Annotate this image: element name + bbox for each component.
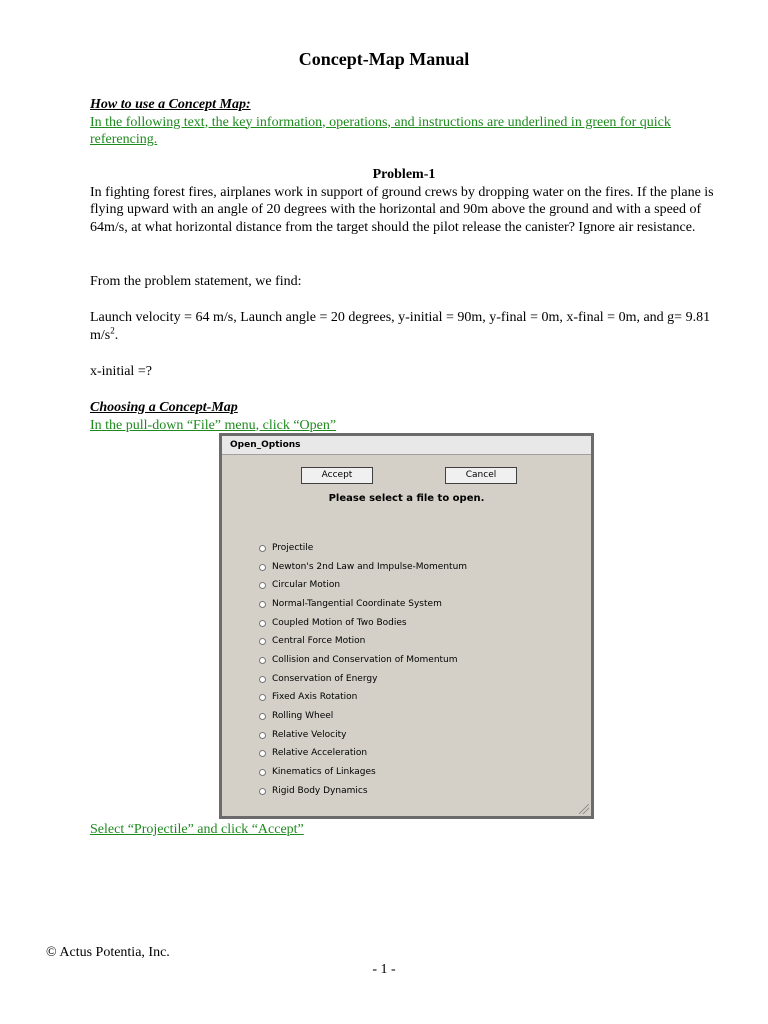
file-option[interactable]: [259, 726, 467, 745]
file-option[interactable]: [259, 539, 467, 558]
file-option[interactable]: [259, 689, 467, 708]
file-options-list: [259, 539, 467, 801]
file-option[interactable]: [259, 745, 467, 764]
file-option[interactable]: [259, 670, 467, 689]
how-to-heading: How to use a Concept Map:: [90, 97, 251, 112]
dialog-prompt: Please select a file to open.: [328, 493, 485, 504]
file-option-label: Relative Velocity: [272, 729, 347, 740]
radio-button-icon[interactable]: [259, 545, 266, 552]
file-option[interactable]: [259, 763, 467, 782]
radio-button-icon[interactable]: [259, 732, 266, 739]
radio-button-icon[interactable]: [259, 788, 266, 795]
unknown-text: x-initial =?: [90, 364, 152, 379]
file-option-label: Newton's 2nd Law and Impulse-Momentum: [272, 561, 468, 572]
problem-statement: In fighting forest fires, airplanes work in support of ground crews by dropping water on the fires. If the plane is flying upward with an angle of 20 degrees with the horizontal and 90m above the ground and with a speed of 64m/s, at what horizontal distance from the target should the pilot release the canister? Ignore air resistance.: [90, 184, 714, 235]
radio-button-icon[interactable]: [259, 676, 266, 683]
select-instruction-text: Select “Projectile” and click “Accept”: [90, 822, 304, 837]
dialog-body: [222, 436, 591, 816]
givens-text: [90, 309, 718, 344]
page-title: Concept-Map Manual: [298, 49, 470, 69]
givens-main: Launch velocity = 64 m/s, Launch angle = 20 degrees, y-initial = 90m, y-final = 0m, x-final = 0m, and g= 9.81 m/s: [90, 310, 711, 343]
file-option[interactable]: [259, 707, 467, 726]
resize-grip-icon[interactable]: [579, 804, 589, 814]
file-option[interactable]: [259, 632, 467, 651]
problem-section: [90, 166, 718, 236]
givens-exponent: 2: [110, 324, 115, 335]
file-option-label: Circular Motion: [272, 580, 341, 591]
file-option-label: Conservation of Energy: [272, 673, 378, 684]
select-instruction: [90, 821, 718, 839]
file-option[interactable]: [259, 614, 467, 633]
file-option-label: Fixed Axis Rotation: [272, 692, 358, 703]
file-option-label: Rigid Body Dynamics: [272, 785, 368, 796]
find-intro-text: From the problem statement, we find:: [90, 274, 302, 289]
file-option-label: Collision and Conservation of Momentum: [272, 654, 458, 665]
problem-heading: Problem-1: [372, 167, 436, 182]
file-option-label: Coupled Motion of Two Bodies: [272, 617, 407, 628]
givens: [90, 309, 718, 344]
dialog-title-bar: Open_Options: [222, 436, 591, 455]
givens-end: .: [114, 327, 119, 343]
choosing-section: [90, 399, 718, 434]
file-option[interactable]: [259, 576, 467, 595]
radio-button-icon[interactable]: [259, 769, 266, 776]
file-option-label: Rolling Wheel: [272, 711, 334, 722]
radio-button-icon[interactable]: [259, 601, 266, 608]
choosing-heading: Choosing a Concept-Map: [90, 400, 238, 415]
file-option[interactable]: [259, 595, 467, 614]
file-option-label: Kinematics of Linkages: [272, 767, 376, 778]
open-options-dialog: [219, 433, 594, 819]
file-option[interactable]: [259, 782, 467, 801]
file-option[interactable]: [259, 651, 467, 670]
accept-button[interactable]: Accept: [301, 467, 373, 484]
radio-button-icon[interactable]: [259, 638, 266, 645]
how-to-section: [90, 96, 718, 149]
radio-button-icon[interactable]: [259, 620, 266, 627]
file-option[interactable]: [259, 558, 467, 577]
find-intro: [90, 273, 718, 291]
file-option-label: Relative Acceleration: [272, 748, 368, 759]
cancel-button[interactable]: Cancel: [445, 467, 517, 484]
green-underline-note: In the following text, the key information, operations, and instructions are underlined in green for quick referencing.: [90, 114, 671, 147]
page-number: - 1 -: [372, 962, 396, 977]
copyright: © Actus Potentia, Inc.: [46, 945, 170, 960]
unknown: [90, 363, 718, 381]
file-option-label: Projectile: [272, 542, 314, 553]
radio-button-icon[interactable]: [259, 582, 266, 589]
radio-button-icon[interactable]: [259, 694, 266, 701]
file-option-label: Central Force Motion: [272, 636, 366, 647]
radio-button-icon[interactable]: [259, 750, 266, 757]
open-instruction: In the pull-down “File” menu, click “Open”: [90, 417, 337, 433]
radio-button-icon[interactable]: [259, 713, 266, 720]
radio-button-icon[interactable]: [259, 657, 266, 664]
file-option-label: Normal-Tangential Coordinate System: [272, 598, 442, 609]
radio-button-icon[interactable]: [259, 564, 266, 571]
